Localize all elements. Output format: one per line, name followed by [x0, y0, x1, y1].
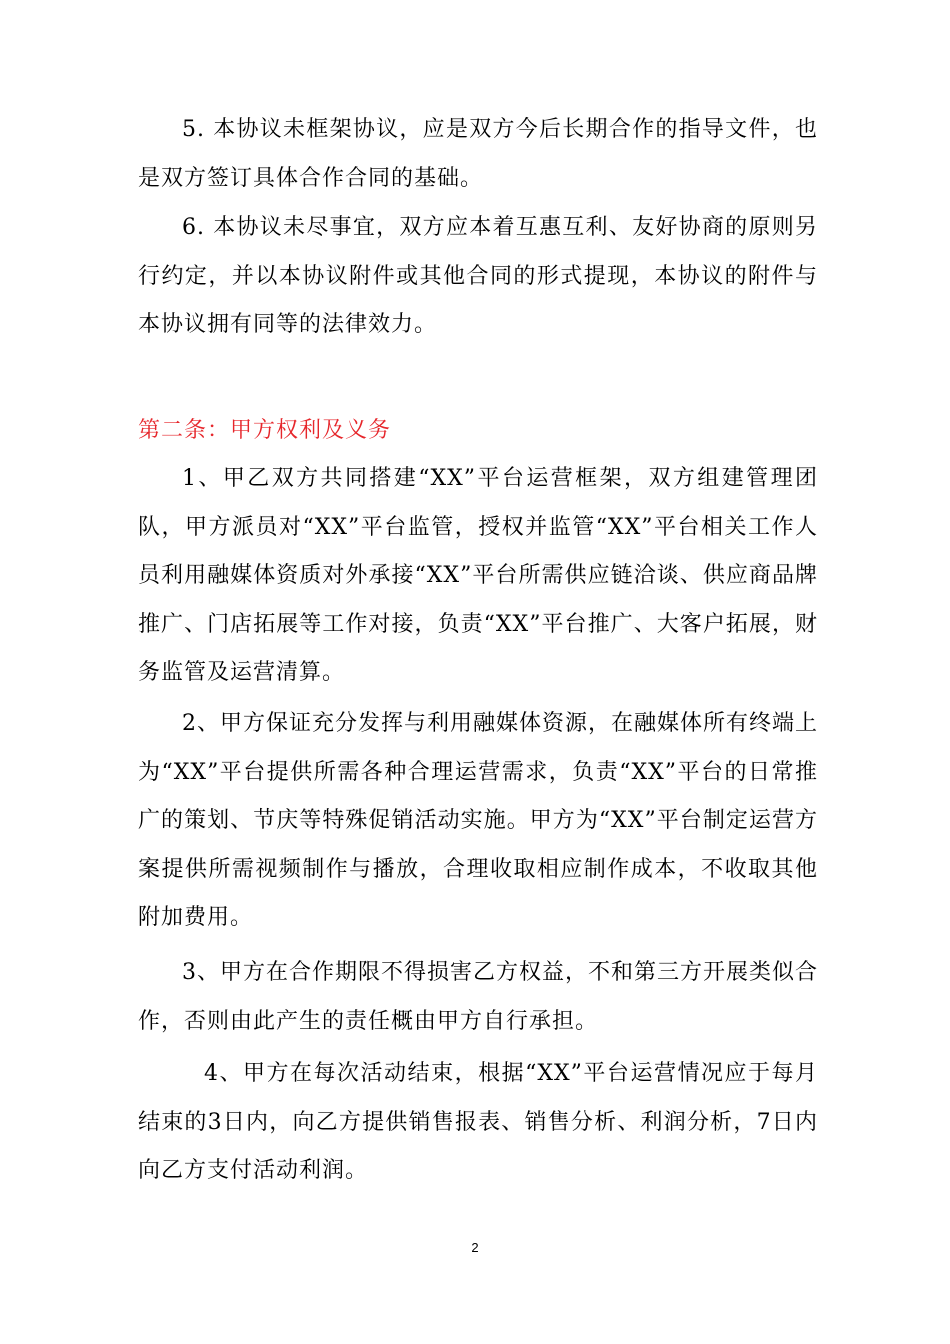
- clause-3: 3、甲方在合作期限不得损害乙方权益，不和第三方开展类似合作，否则由此产生的责任概由甲方自行承担。: [138, 960, 818, 1034]
- clause-4: 4、甲方在每次活动结束，根据“XX”平台运营情况应于每月结束的3日内，向乙方提供销售报表、销售分析、利润分析，7日内向乙方支付活动利润。: [138, 1061, 818, 1183]
- section-heading: 第二条：甲方权利及义务: [138, 418, 392, 443]
- page-number: 2: [471, 1240, 479, 1255]
- paragraph-5: 5. 本协议未框架协议，应是双方今后长期合作的指导文件，也是双方签订具体合作合同的基础。: [138, 117, 818, 191]
- paragraph-6: 6. 本协议未尽事宜，双方应本着互惠互利、友好协商的原则另行约定，并以本协议附件或其他合同的形式提现，本协议的附件与本协议拥有同等的法律效力。: [138, 215, 818, 337]
- clause-1: 1、甲乙双方共同搭建“XX”平台运营框架，双方组建管理团队，甲方派员对“XX”平台监管，授权并监管“XX”平台相关工作人员利用融媒体资质对外承接“XX”平台所需供应链洽谈、供应商品牌推广、门店拓展等工作对接，负责“XX”平台推广、大客户拓展，财务监管及运营清算。: [138, 466, 818, 685]
- clause-2: 2、甲方保证充分发挥与利用融媒体资源，在融媒体所有终端上为“XX”平台提供所需各种合理运营需求，负责“XX”平台的日常推广的策划、节庆等特殊促销活动实施。甲方为“XX”平台制定运营方案提供所需视频制作与播放，合理收取相应制作成本，不收取其他附加费用。: [138, 711, 818, 930]
